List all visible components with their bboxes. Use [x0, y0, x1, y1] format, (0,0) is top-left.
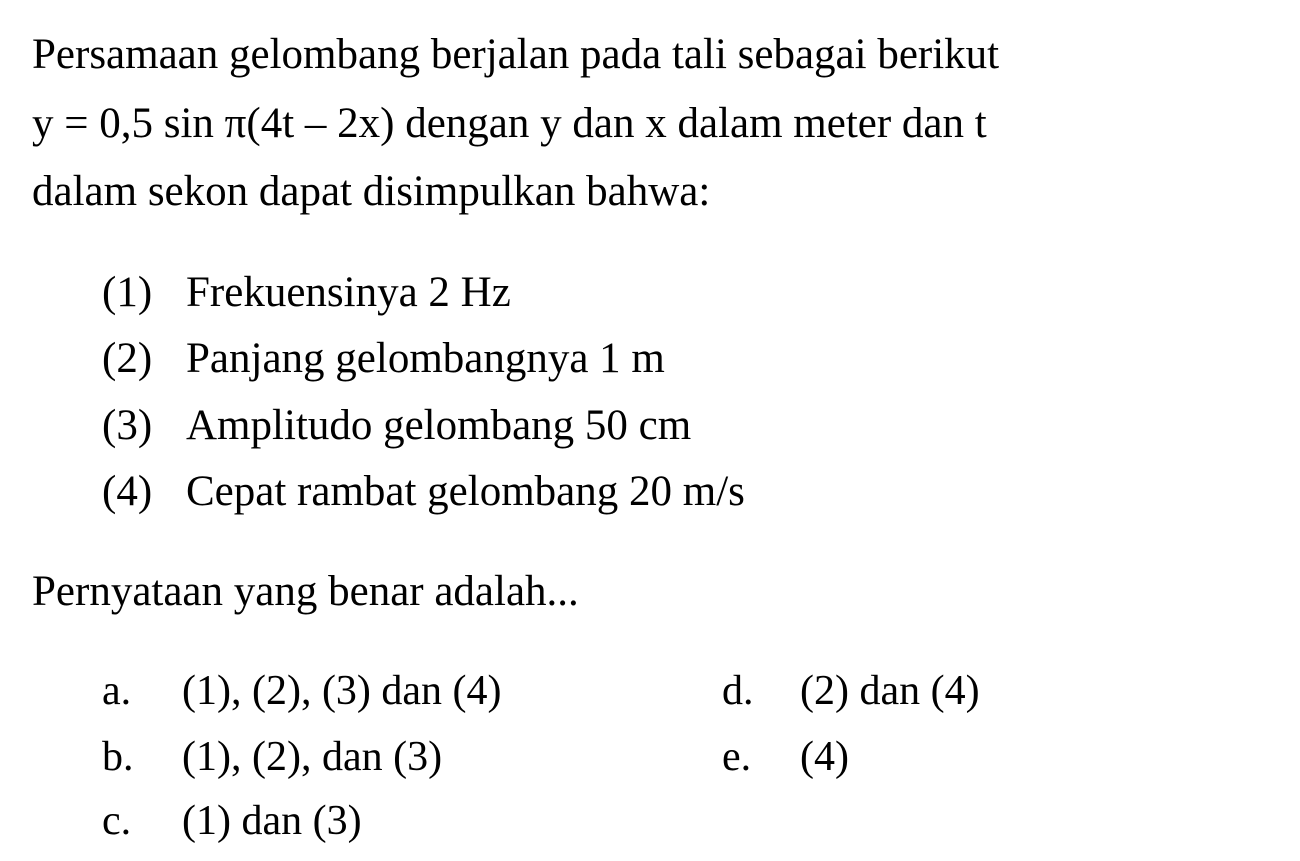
intro-line-3: dalam sekon dapat disimpulkan bahwa:: [32, 168, 711, 215]
question-prompt: Pernyataan yang benar adalah...: [32, 568, 579, 615]
statement-text-4: Cepat rambat gelombang 20 m/s: [186, 468, 745, 515]
statement-number-1: (1): [102, 269, 153, 316]
statement-number-4: (4): [102, 468, 153, 515]
option-a-letter: a.: [102, 668, 132, 714]
option-a-text: (1), (2), (3) dan (4): [182, 668, 502, 714]
option-e-text: (4): [800, 734, 849, 780]
option-c-text: (1) dan (3): [182, 798, 362, 844]
option-e-letter: e.: [722, 734, 752, 780]
statement-number-3: (3): [102, 402, 153, 449]
intro-line-2: y = 0,5 sin π(4t – 2x) dengan y dan x dalam meter dan t: [32, 100, 987, 147]
option-c-letter: c.: [102, 798, 132, 844]
option-d-letter: d.: [722, 668, 754, 714]
option-d-text: (2) dan (4): [800, 668, 980, 714]
statement-text-1: Frekuensinya 2 Hz: [186, 269, 511, 316]
statement-text-2: Panjang gelombangnya 1 m: [186, 335, 665, 382]
intro-line-1: Persamaan gelombang berjalan pada tali sebagai berikut: [32, 31, 1000, 78]
statement-number-2: (2): [102, 335, 153, 382]
statement-text-3: Amplitudo gelombang 50 cm: [186, 402, 692, 449]
option-b-text: (1), (2), dan (3): [182, 734, 443, 780]
option-b-letter: b.: [102, 734, 134, 780]
